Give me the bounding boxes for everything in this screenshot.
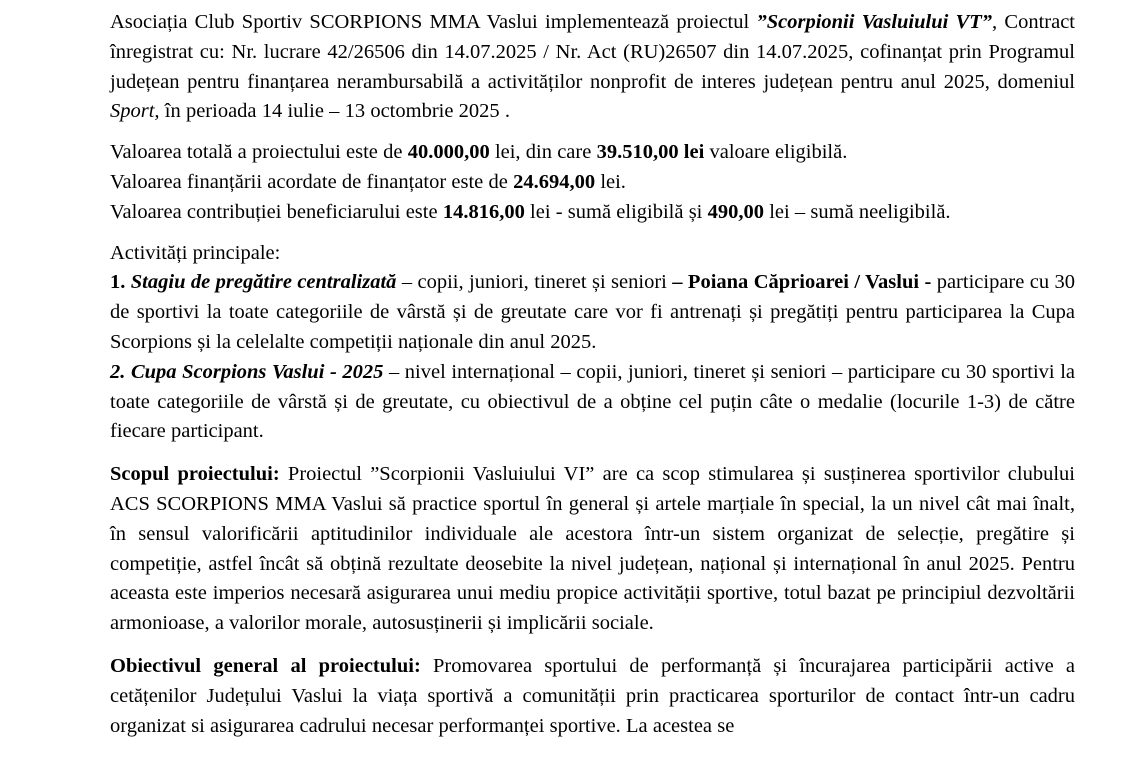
activity-1-title: Stagiu de pregătire centralizată bbox=[125, 271, 397, 294]
contribution-suffix: lei – sumă neeligibilă. bbox=[763, 200, 951, 223]
activity-1-description: participare cu 30 de sportivi la toate categoriile de vârstă și de greutate care vor fi antrenați și pregătiți pentru participarea la Cupa Scorpions și la celelalte competiții naționale din anul 2025. bbox=[110, 271, 1075, 353]
funding-value-suffix: lei. bbox=[595, 170, 626, 193]
paragraph-general-objective bbox=[110, 652, 1075, 741]
paragraph-intro bbox=[110, 8, 1075, 127]
intro-lead-text: Asociația Club Sportiv SCORPIONS MMA Vaslui implementează proiectul bbox=[110, 11, 757, 33]
objective-text: Promovarea sportului de performanță și încurajarea participării active a cetățenilor Județului Vaslui la viața sportivă a comunității prin practicarea sporturilor de contact într-un cadru organizat si asigurarea cadrului necesar performanței sportive. La acestea se bbox=[110, 654, 1075, 737]
activities-heading: Activități principale: bbox=[110, 241, 281, 264]
activity-2-title: 2. Cupa Scorpions Vaslui - 2025 bbox=[110, 360, 384, 383]
paragraph-beneficiary-contribution bbox=[110, 198, 1075, 228]
paragraph-funding-value bbox=[110, 168, 1075, 198]
eligible-value-amount: 39.510,00 lei bbox=[596, 141, 705, 164]
domain-emphasis: Sport, bbox=[110, 100, 160, 123]
activity-1-location: – Poiana Căprioarei / Vaslui - bbox=[672, 271, 932, 294]
scope-text: Proiectul ”Scorpionii Vasluiului VI” are ca scop stimularea și susținerea sportivilor clubului ACS SCORPIONS MMA Vaslui să practice sportul în general și artele marțiale în special, la un nivel cât mai înalt, în sensul valorificării aptitudinilor individuale ale acestora într-un sistem organizat de selecție, pregătire și competiție, astfel încât să obțină rezultate deosebite la nivel județean, național și internațional în anul 2025. Pentru aceasta este imperios necesară asigurarea unui mediu propice activității sportive, totul bazat pe principiul dezvoltării armonioase, a valorilor morale, autosusținerii și implicării sociale. bbox=[110, 463, 1075, 635]
total-value-middle: lei, din care bbox=[489, 141, 597, 164]
funding-value-prefix: Valoarea finanțării acordate de finanțator este de bbox=[110, 170, 514, 193]
activity-1-number: 1. bbox=[110, 271, 126, 294]
project-name-emphasis: ”Scorpionii Vasluiului VT” bbox=[756, 11, 993, 33]
contribution-eligible-amount: 14.816,00 bbox=[442, 200, 525, 223]
total-value-suffix: valoare eligibilă. bbox=[704, 141, 848, 164]
activity-1-middle: – copii, juniori, tineret și seniori bbox=[396, 271, 673, 294]
contribution-middle: lei - sumă eligibilă și bbox=[524, 200, 708, 223]
total-value-amount: 40.000,00 bbox=[407, 141, 490, 164]
paragraph-total-value bbox=[110, 138, 1075, 168]
intro-period-text: în perioada 14 iulie – 13 octombrie 2025 . bbox=[159, 100, 511, 123]
intro-contract-text: , Contract înregistrat cu: Nr. lucrare 42/26506 din 14.07.2025 / Nr. Act (RU)26507 din 14.07.2025, cofinanțat prin Programul județean pentru finanțarea nerambursabilă a activităților nonprofit de interes județean pentru anul 2025, domeniul bbox=[110, 11, 1075, 93]
document-body bbox=[110, 8, 1075, 741]
paragraph-activity-1 bbox=[110, 268, 1075, 357]
paragraph-activity-2 bbox=[110, 358, 1075, 447]
total-value-prefix: Valoarea totală a proiectului este de bbox=[110, 141, 408, 164]
paragraph-project-scope bbox=[110, 460, 1075, 639]
contribution-prefix: Valoarea contribuției beneficiarului este bbox=[110, 200, 443, 223]
funding-value-amount: 24.694,00 bbox=[513, 170, 596, 193]
activity-2-description: – nivel internațional – copii, juniori, tineret și seniori – participare cu 30 sportivi la toate categoriile de vârstă și de greutate, cu obiectivul de a obține cel puțin câte o medalie (locurile 1-3) de către fiecare participant. bbox=[110, 360, 1075, 443]
objective-heading: Obiectivul general al proiectului: bbox=[110, 654, 421, 677]
contribution-ineligible-amount: 490,00 bbox=[707, 200, 764, 223]
scope-heading: Scopul proiectului: bbox=[110, 463, 280, 486]
